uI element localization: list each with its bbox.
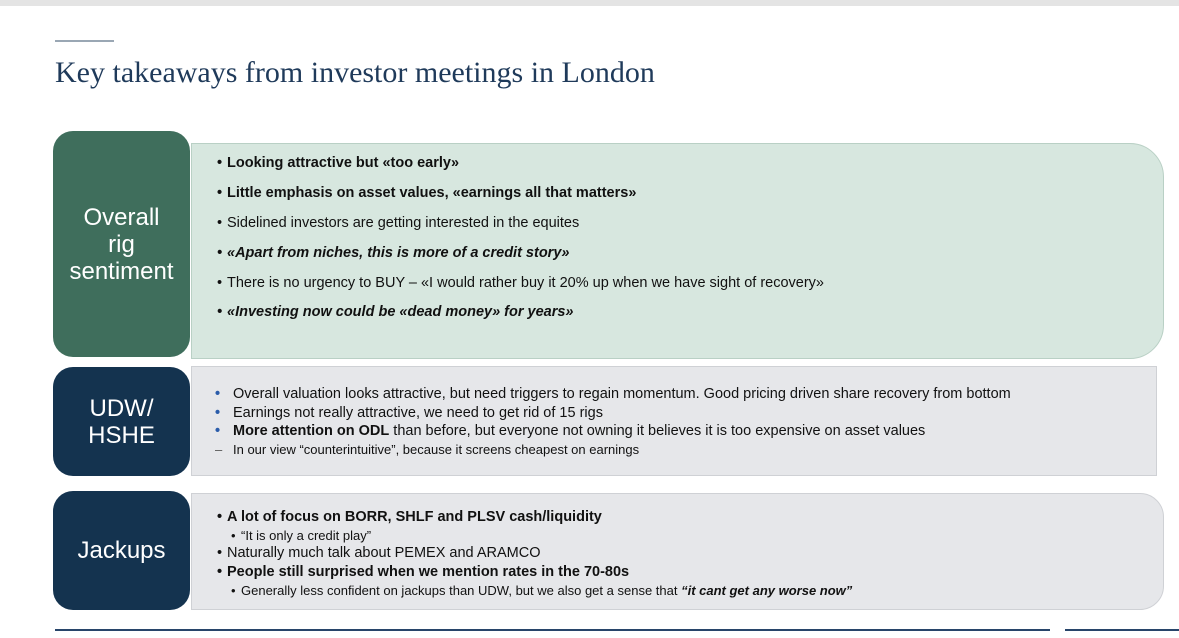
overall-rig-sentiment-label [53,131,190,357]
bullet-icon: • [217,304,223,320]
bullet-icon: • [217,275,223,291]
bullet-icon: • [217,185,223,201]
list-item: • Earnings not really attractive, we need to get rid of 15 rigs [215,405,603,421]
bullet-icon: • [217,245,223,261]
list-item: • People still surprised when we mention rates in the 70-80s [217,564,630,580]
bullet-icon: • [215,386,221,402]
label-line: Overall [83,203,160,231]
label-line: rig [108,230,135,258]
list-item: • «Apart from niches, this is more of a credit story» [217,245,570,261]
title-accent-line [55,40,114,42]
udw-hshe-label [53,367,190,476]
footer-divider [55,629,1050,631]
bullet-icon: • [217,155,223,171]
list-item: • There is no urgency to BUY – «I would rather buy it 20% up when we have sight of recovery» [217,275,824,291]
dash-icon: – [215,442,223,457]
label-line: UDW/ [89,394,154,422]
list-item: • A lot of focus on BORR, SHLF and PLSV cash/liquidity [217,509,602,525]
jackups-label [53,491,190,610]
bullet-icon: • [217,509,223,525]
list-item: • Sidelined investors are getting interested in the equites [217,215,580,231]
bullet-icon: • [215,423,221,439]
slide-title: Key takeaways from investor meetings in London [55,56,655,89]
bullet-icon: • [231,528,236,543]
bullet-icon: • [217,215,223,231]
list-item: • “It is only a credit play” [231,528,372,543]
bullet-icon: • [217,564,223,580]
top-border [0,0,1179,6]
udw-hshe-panel [191,366,1157,476]
list-item: – In our view “counterintuitive”, because it screens cheapest on earnings [215,442,640,457]
list-item: • Little emphasis on asset values, «earnings all that matters» [217,185,637,201]
footer-divider [1065,629,1179,631]
list-item: • Naturally much talk about PEMEX and ARAMCO [217,545,541,561]
list-item: • Overall valuation looks attractive, but need triggers to regain momentum. Good pricing driven share recovery from bottom [215,386,1011,402]
list-item: • More attention on ODL than before, but everyone not owning it believes it is too expensive on asset values [215,423,926,439]
label-line: HSHE [88,421,155,449]
list-item: • Generally less confident on jackups than UDW, but we also get a sense that “it cant get any worse now” [231,583,853,598]
bullet-icon: • [215,405,221,421]
list-item: • Looking attractive but «too early» [217,155,460,171]
label-line: sentiment [69,257,174,285]
bullet-icon: • [217,545,223,561]
list-item: • «Investing now could be «dead money» for years» [217,304,574,320]
bullet-icon: • [231,583,236,598]
label-line: Jackups [77,537,166,564]
